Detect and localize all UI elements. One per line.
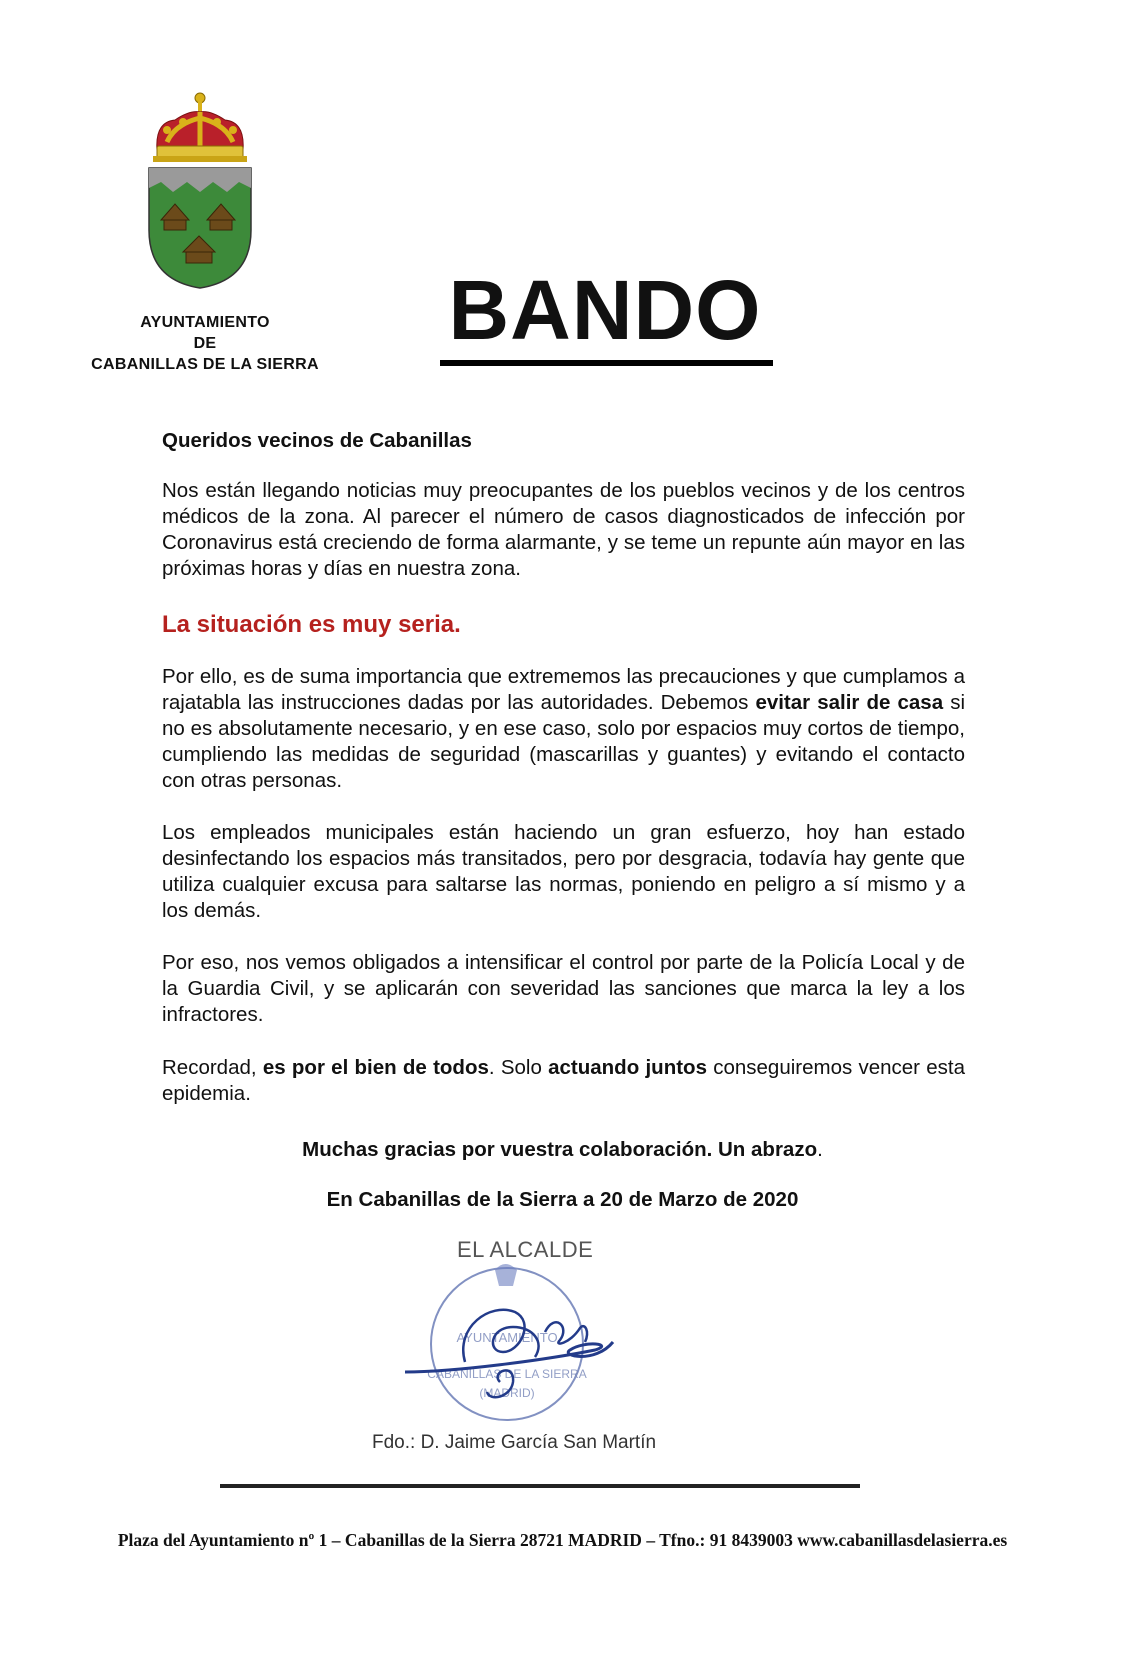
stamp-text-2: CABANILLAS DE LA SIERRA [427,1367,587,1381]
paragraph-1: Nos están llegando noticias muy preocupantes de los pueblos vecinos y de los centros médicos de la zona. Al parecer el número de casos diagnosticados de infección por Coronavirus está creciendo de forma alarmante, y se teme un repunte aún mayor en las próximas horas y días en nuestra zona. [162,479,965,580]
paragraph-5-emphasis-2: actuando juntos [548,1056,707,1079]
coat-of-arms-icon [145,92,255,292]
signature-role: EL ALCALDE [457,1237,594,1262]
paragraph-5-text-b: . Solo [488,1056,549,1079]
paragraph-2-emphasis: evitar salir de casa [755,691,944,714]
greeting: Queridos vecinos de Cabanillas [162,429,472,452]
paragraph-5-text-c: conseguiremos vencer esta epidemia. [162,1056,966,1105]
footer-address: Plaza del Ayuntamiento nº 1 – Cabanillas de la Sierra 28721 MADRID – Tfno.: 91 8439003 www.cabanillasdelasierra.es [117,1530,1008,1550]
stamp-text-3: (MADRID) [479,1386,535,1400]
warning-heading: La situación es muy seria. [162,611,461,638]
closing-thanks-dot: . [817,1138,823,1161]
paragraph-4: Por eso, nos vemos obligados a intensificar el control por parte de la Policía Local y de la Guardia Civil, y se aplicarán con severidad las sanciones que marca la ley a los infractores. [162,951,965,1026]
title-underline [440,360,773,366]
paragraph-2-text-b: si no es absolutamente necesario, y en ese caso, solo por espacios muy cortos de tiempo, cumpliendo las medidas de seguridad (mascarillas y guantes) y evitando el contacto con otras personas. [162,691,965,792]
org-line-3: CABANILLAS DE LA SIERRA [91,356,319,373]
paragraph-5-emphasis-1: es por el bien de todos [262,1056,489,1079]
signatory-name: Fdo.: D. Jaime García San Martín [372,1432,657,1453]
closing-thanks-text: Muchas gracias por vuestra colaboración. Un abrazo [302,1138,818,1161]
paragraph-5 [162,1055,965,1107]
closing-thanks [100,1138,1025,1162]
paragraph-2 [162,664,965,794]
paragraph-3: Los empleados municipales están haciendo un gran esfuerzo, hoy han estado desinfectando los espacios más transitados, pero por desgracia, todavía hay gente que utiliza cualquier excusa para saltarse las normas, poniendo en peligro a sí mismo y a los demás. [162,821,965,922]
org-line-1: AYUNTAMIENTO [140,314,270,331]
page-title: BANDO [448,263,762,357]
stamp-text-1: AYUNTAMIENTO [456,1330,558,1345]
place-and-date: En Cabanillas de la Sierra a 20 de Marzo de 2020 [326,1188,799,1211]
paragraph-5-text-a: Recordad, [162,1056,263,1079]
signature-stamp-icon [395,1232,635,1447]
org-line-2: DE [193,335,217,352]
footer-divider [220,1484,860,1488]
paragraph-2-text-a: Por ello, es de suma importancia que extrememos las precauciones y que cumplamos a rajatabla las instrucciones dadas por las autoridades. Debemos [162,665,965,714]
municipality-name [60,312,350,375]
